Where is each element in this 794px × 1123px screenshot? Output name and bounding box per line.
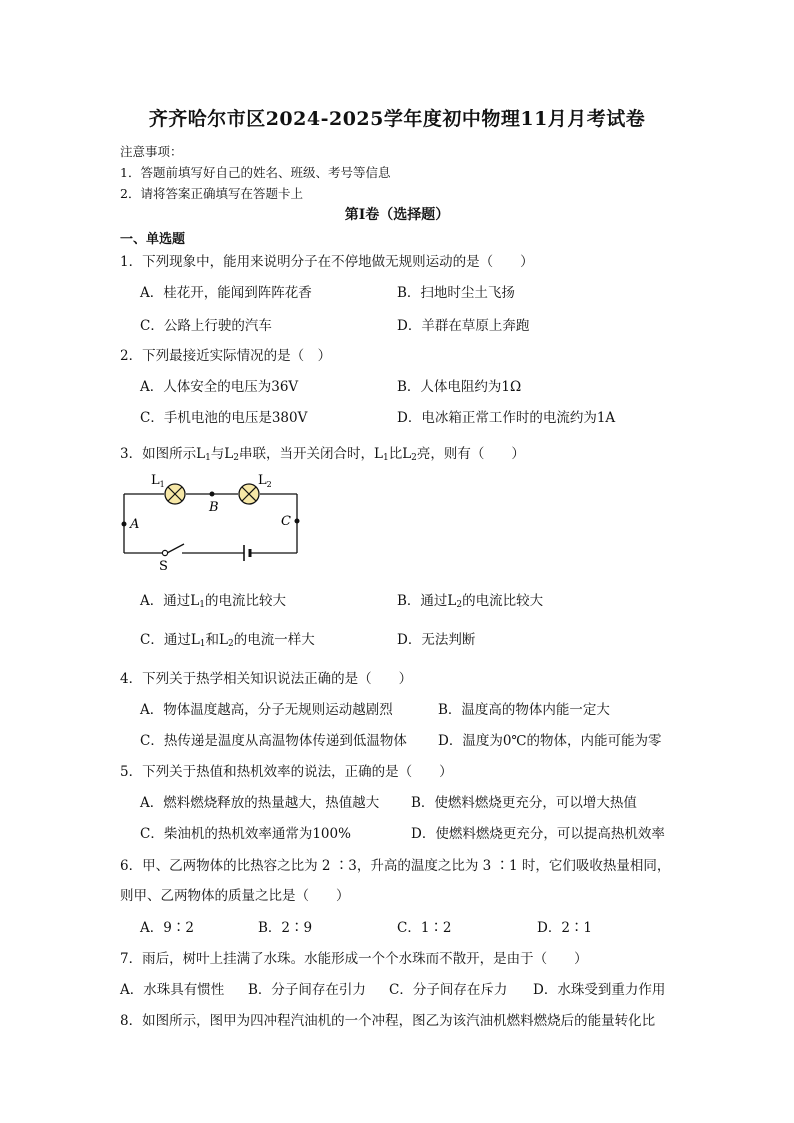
- question-1-option-b[interactable]: B．扫地时尘土飞扬: [397, 285, 515, 301]
- question-1-option-c[interactable]: C．公路上行驶的汽车: [140, 318, 272, 334]
- question-2-option-c[interactable]: C．手机电池的电压是380V: [140, 410, 308, 426]
- series-circuit-diagram: [110, 466, 310, 576]
- part-title: 第I卷（选择题）: [344, 207, 450, 223]
- question-7-option-d[interactable]: D．水珠受到重力作用: [533, 982, 666, 998]
- question-2-option-d[interactable]: D．电冰箱正常工作时的电流约为1A: [397, 410, 616, 426]
- question-4-option-d[interactable]: D．温度为0℃的物体，内能可能为零: [438, 733, 662, 749]
- question-6-option-a[interactable]: A．9∶2: [140, 920, 194, 936]
- question-4-stem: 4．下列关于热学相关知识说法正确的是（ ）: [120, 671, 413, 687]
- question-6-option-b[interactable]: B．2∶9: [258, 920, 313, 936]
- question-6-option-d[interactable]: D．2∶1: [537, 920, 593, 936]
- note-item: 1．答题前填写好自己的姓名、班级、考号等信息: [120, 165, 391, 180]
- question-5-option-c[interactable]: C．柴油机的热机效率通常为100%: [140, 826, 351, 842]
- question-2-option-b[interactable]: B．人体电阻约为1Ω: [397, 379, 522, 395]
- question-7-option-c[interactable]: C．分子间存在斥力: [389, 982, 508, 998]
- question-5-option-d[interactable]: D．使燃料燃烧更充分，可以提高热机效率: [411, 826, 665, 842]
- point-b-dot: [210, 492, 215, 497]
- point-a-dot: [122, 522, 127, 527]
- label-l1: $L_1$: [151, 473, 165, 489]
- question-3-option-c[interactable]: C．通过$L_1$和$L_2$的电流一样大: [140, 632, 315, 649]
- label-s: S: [159, 559, 168, 574]
- question-8-stem: 8．如图所示，图甲为四冲程汽油机的一个冲程，图乙为该汽油机燃料燃烧后的能量转化比: [120, 1013, 656, 1029]
- question-6-stem-line-2: 则甲、乙两物体的质量之比是（ ）: [120, 888, 350, 904]
- question-3-option-d[interactable]: D．无法判断: [397, 632, 476, 648]
- question-1-option-a[interactable]: A．桂花开，能闻到阵阵花香: [140, 285, 312, 301]
- label-c: C: [281, 514, 291, 529]
- label-b: B: [209, 500, 219, 515]
- exam-title: 齐齐哈尔市区2024-2025学年度初中物理11月月考试卷: [148, 108, 646, 130]
- question-4-option-c[interactable]: C．热传递是温度从高温物体传递到低温物体: [140, 733, 407, 749]
- question-4-option-a[interactable]: A．物体温度越高，分子无规则运动越剧烈: [140, 702, 393, 718]
- point-c-dot: [295, 519, 300, 524]
- question-5-option-b[interactable]: B．使燃料燃烧更充分，可以增大热值: [411, 795, 637, 811]
- question-4-option-b[interactable]: B．温度高的物体内能一定大: [438, 702, 610, 718]
- question-3-option-b[interactable]: B．通过$L_2$的电流比较大: [397, 593, 544, 610]
- label-a: A: [130, 517, 140, 532]
- question-7-option-a[interactable]: A．水珠具有惯性: [120, 982, 225, 998]
- question-6-option-c[interactable]: C．1∶2: [397, 920, 452, 936]
- switch-icon: [162, 550, 167, 555]
- question-2-option-a[interactable]: A．人体安全的电压为36V: [140, 379, 299, 395]
- question-3-option-a[interactable]: A．通过$L_1$的电流比较大: [140, 593, 286, 610]
- lamp-l2-icon: [239, 484, 259, 504]
- question-5-stem: 5．下列关于热值和热机效率的说法，正确的是（ ）: [120, 764, 453, 780]
- note-item: 2．请将答案正确填写在答题卡上: [120, 186, 303, 201]
- lamp-l1-icon: [165, 484, 185, 504]
- question-7-stem: 7．雨后，树叶上挂满了水珠。水能形成一个个水珠而不散开，是由于（ ）: [120, 951, 588, 967]
- section-label: 一、单选题: [120, 232, 186, 247]
- question-2-stem: 2．下列最接近实际情况的是（ ）: [120, 348, 332, 364]
- question-1-option-d[interactable]: D．羊群在草原上奔跑: [397, 318, 530, 334]
- label-l2: $L_2$: [258, 473, 272, 489]
- battery-icon: [244, 545, 250, 561]
- question-7-option-b[interactable]: B．分子间存在引力: [248, 982, 366, 998]
- notes-heading: 注意事项：: [120, 144, 183, 159]
- question-1-stem: 1．下列现象中，能用来说明分子在不停地做无规则运动的是（ ）: [120, 254, 534, 270]
- question-3-stem: 3．如图所示$L_1$与$L_2$串联，当开关闭合时，$L_1$比$L_2$亮，则有（ ）: [120, 446, 525, 463]
- question-5-option-a[interactable]: A．燃料燃烧释放的热量越大，热值越大: [140, 795, 380, 811]
- question-6-stem-line-1: 6．甲、乙两物体的比热容之比为 2 ∶3，升高的温度之比为 3 ∶1 时，它们吸收热量相同，: [120, 858, 671, 874]
